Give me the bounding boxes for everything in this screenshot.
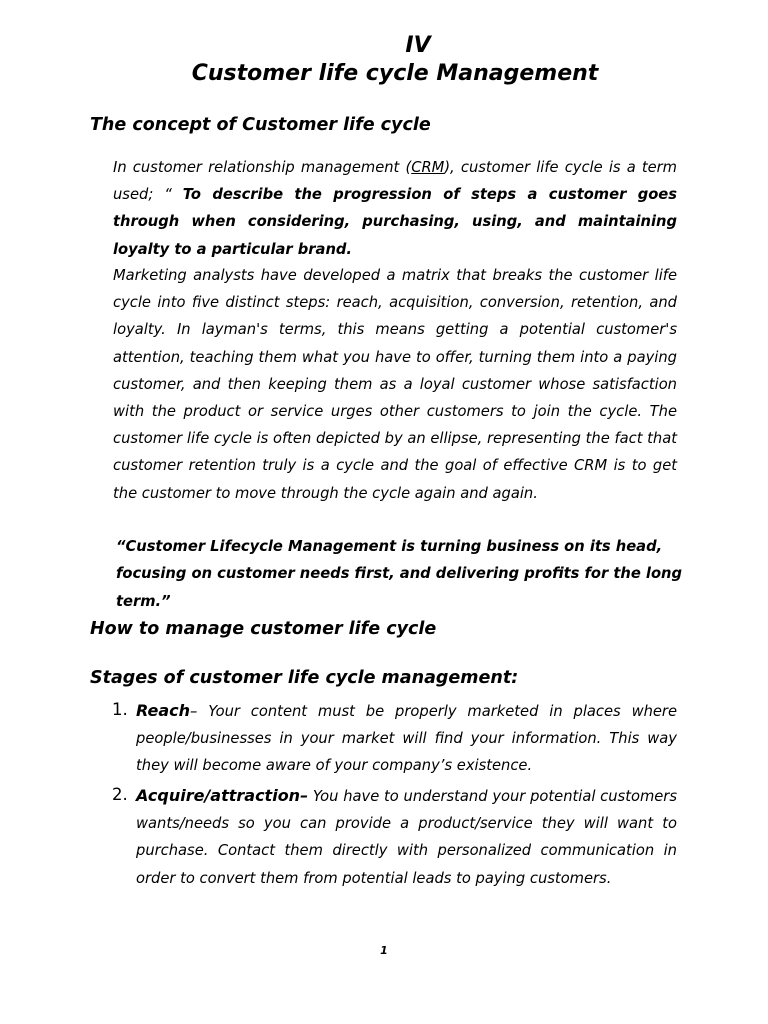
section-heading-concept: The concept of Customer life cycle: [90, 115, 431, 135]
list-item: [136, 782, 677, 892]
section-heading-manage: How to manage customer life cycle: [90, 619, 437, 639]
intro-definition: To describe the progression of steps a customer goes through when considering, purchasing, using, and maintaining loyalty to a particular brand.: [113, 186, 678, 258]
list-item-text: You have to understand your potential customers wants/needs so you can provide a product/service they will want to purchase. Contact them directly with personalized communication in order to convert them from potential leads to paying customers.: [136, 788, 677, 887]
quote-paragraph: “Customer Lifecycle Management is turning business on its head, focusing on customer needs first, and delivering profits for the long term.”: [116, 538, 683, 610]
body-paragraph: Marketing analysts have developed a matrix that breaks the customer life cycle into five distinct steps: reach, acquisition, conversion, retention, and loyalty. In layman's terms, this means getting a potential customer's attention, teaching them what you have to offer, turning them into a paying customer, and then keeping them as a loyal customer whose satisfaction with the product or service urges other customers to join the cycle. The customer life cycle is often depicted by an ellipse, representing the fact that customer retention truly is a cycle and the goal of effective CRM is to get the customer to move through the cycle again and again.: [113, 267, 677, 502]
page-number: 1: [380, 944, 388, 957]
list-item-title: Reach: [136, 701, 191, 720]
list-item-text: – Your content must be properly marketed in places where people/businesses in your market will find your information. This way they will become aware of your company’s existence.: [136, 703, 677, 775]
list-item-title: Acquire/attraction–: [136, 786, 309, 805]
intro-text-continued: ), customer life cycle is a term used; “: [113, 159, 677, 204]
intro-text-start: In customer relationship management (: [113, 159, 412, 176]
chapter-number: IV: [405, 33, 431, 58]
list-item-number: 1.: [112, 700, 128, 719]
list-item: [136, 697, 677, 780]
page-title: Customer life cycle Management: [191, 61, 599, 86]
list-item-number: 2.: [112, 785, 128, 804]
crm-link[interactable]: CRM: [411, 159, 445, 176]
section-heading-stages: Stages of customer life cycle management:: [90, 668, 519, 688]
intro-paragraph: [113, 154, 677, 263]
